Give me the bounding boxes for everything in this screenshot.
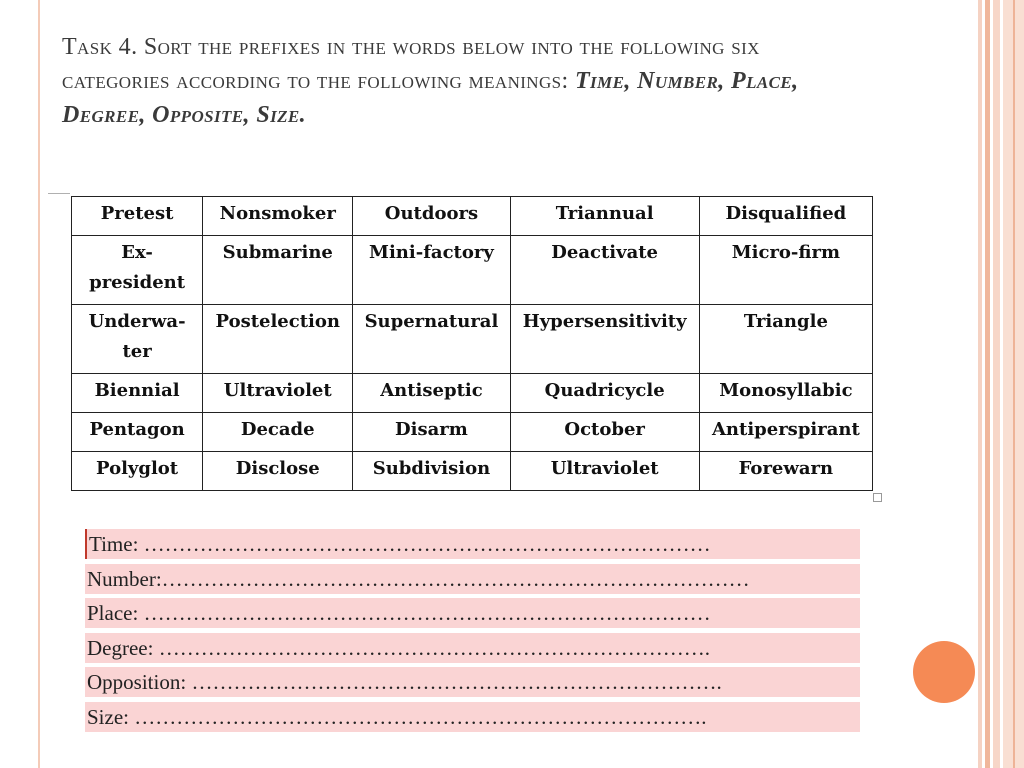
table-cell: Underwa-ter: [72, 305, 203, 374]
right-stripe-2: [985, 0, 990, 768]
table-cell: Triannual: [510, 197, 699, 236]
answer-line[interactable]: [85, 702, 860, 732]
table-row: [72, 197, 873, 236]
prefix-words-table: [71, 196, 873, 491]
answer-dots: ………………………………………………………………………: [138, 532, 711, 556]
table-cell: Ultraviolet: [203, 374, 353, 413]
table-cell: Nonsmoker: [203, 197, 353, 236]
table-cell: Quadricycle: [510, 374, 699, 413]
table-cell: Ex-president: [72, 236, 203, 305]
table-cell: Polyglot: [72, 452, 203, 491]
table-cell: Subdivision: [353, 452, 510, 491]
answer-dots: …………………………………………………………………….: [153, 635, 710, 660]
right-stripe-1: [978, 0, 982, 768]
table-cell: Outdoors: [353, 197, 510, 236]
table-cell: Postelection: [203, 305, 353, 374]
right-stripe-line: [1013, 0, 1015, 768]
table-cell: Monosyllabic: [699, 374, 872, 413]
table-cell: Submarine: [203, 236, 353, 305]
table-cell: Disclose: [203, 452, 353, 491]
answer-label: Size:: [87, 704, 129, 729]
answer-dots: ………………………………………………………………….: [186, 670, 722, 694]
table-corner-mark: [48, 193, 70, 194]
task-title-text: Task 4. Sort the prefixes in the words below into the following six categories according to the following meanings:: [62, 34, 760, 94]
table-row: [72, 374, 873, 413]
table-cell: Forewarn: [699, 452, 872, 491]
answer-label: Time:: [89, 532, 139, 556]
table-cell: Biennial: [72, 374, 203, 413]
answer-dots: …………………………………………………………………………: [161, 566, 750, 591]
answer-dots: ………………………………………………………………………: [138, 601, 711, 625]
answer-line[interactable]: [85, 564, 860, 594]
table-cell: Pretest: [72, 197, 203, 236]
table-resize-handle[interactable]: [873, 493, 882, 502]
orange-circle-decor: [913, 641, 975, 703]
table-cell: Antiperspirant: [699, 413, 872, 452]
answer-line[interactable]: [85, 529, 860, 559]
table-row: [72, 305, 873, 374]
table-cell: Decade: [203, 413, 353, 452]
table-cell: Hypersensitivity: [510, 305, 699, 374]
table-cell: Ultraviolet: [510, 452, 699, 491]
answer-label: Place:: [87, 601, 139, 625]
answer-line[interactable]: [85, 598, 860, 628]
table-cell: Antiseptic: [353, 374, 510, 413]
answer-line[interactable]: [85, 633, 860, 663]
table-row: [72, 236, 873, 305]
task-title: [62, 30, 862, 132]
table-cell: Mini-factory: [353, 236, 510, 305]
answer-label: Degree:: [87, 635, 154, 660]
right-stripe-3: [993, 0, 1000, 768]
table-row: [72, 452, 873, 491]
table-cell: Disarm: [353, 413, 510, 452]
table-cell: Triangle: [699, 305, 872, 374]
left-decor-rule: [38, 0, 40, 768]
answer-dots: ……………………………………………………………………….: [129, 704, 707, 729]
table-cell: Supernatural: [353, 305, 510, 374]
answer-label: Number:: [87, 566, 162, 591]
table-row: [72, 413, 873, 452]
table-cell: Disqualified: [699, 197, 872, 236]
table-cell: October: [510, 413, 699, 452]
table-cell: Pentagon: [72, 413, 203, 452]
answer-lines: [85, 529, 860, 736]
table-cell: Micro-firm: [699, 236, 872, 305]
task-title-categories: Time, Number, Place, Degree, Opposite, Size.: [62, 68, 799, 128]
answer-line[interactable]: [85, 667, 860, 697]
answer-label: Opposition:: [87, 670, 187, 694]
table-cell: Deactivate: [510, 236, 699, 305]
